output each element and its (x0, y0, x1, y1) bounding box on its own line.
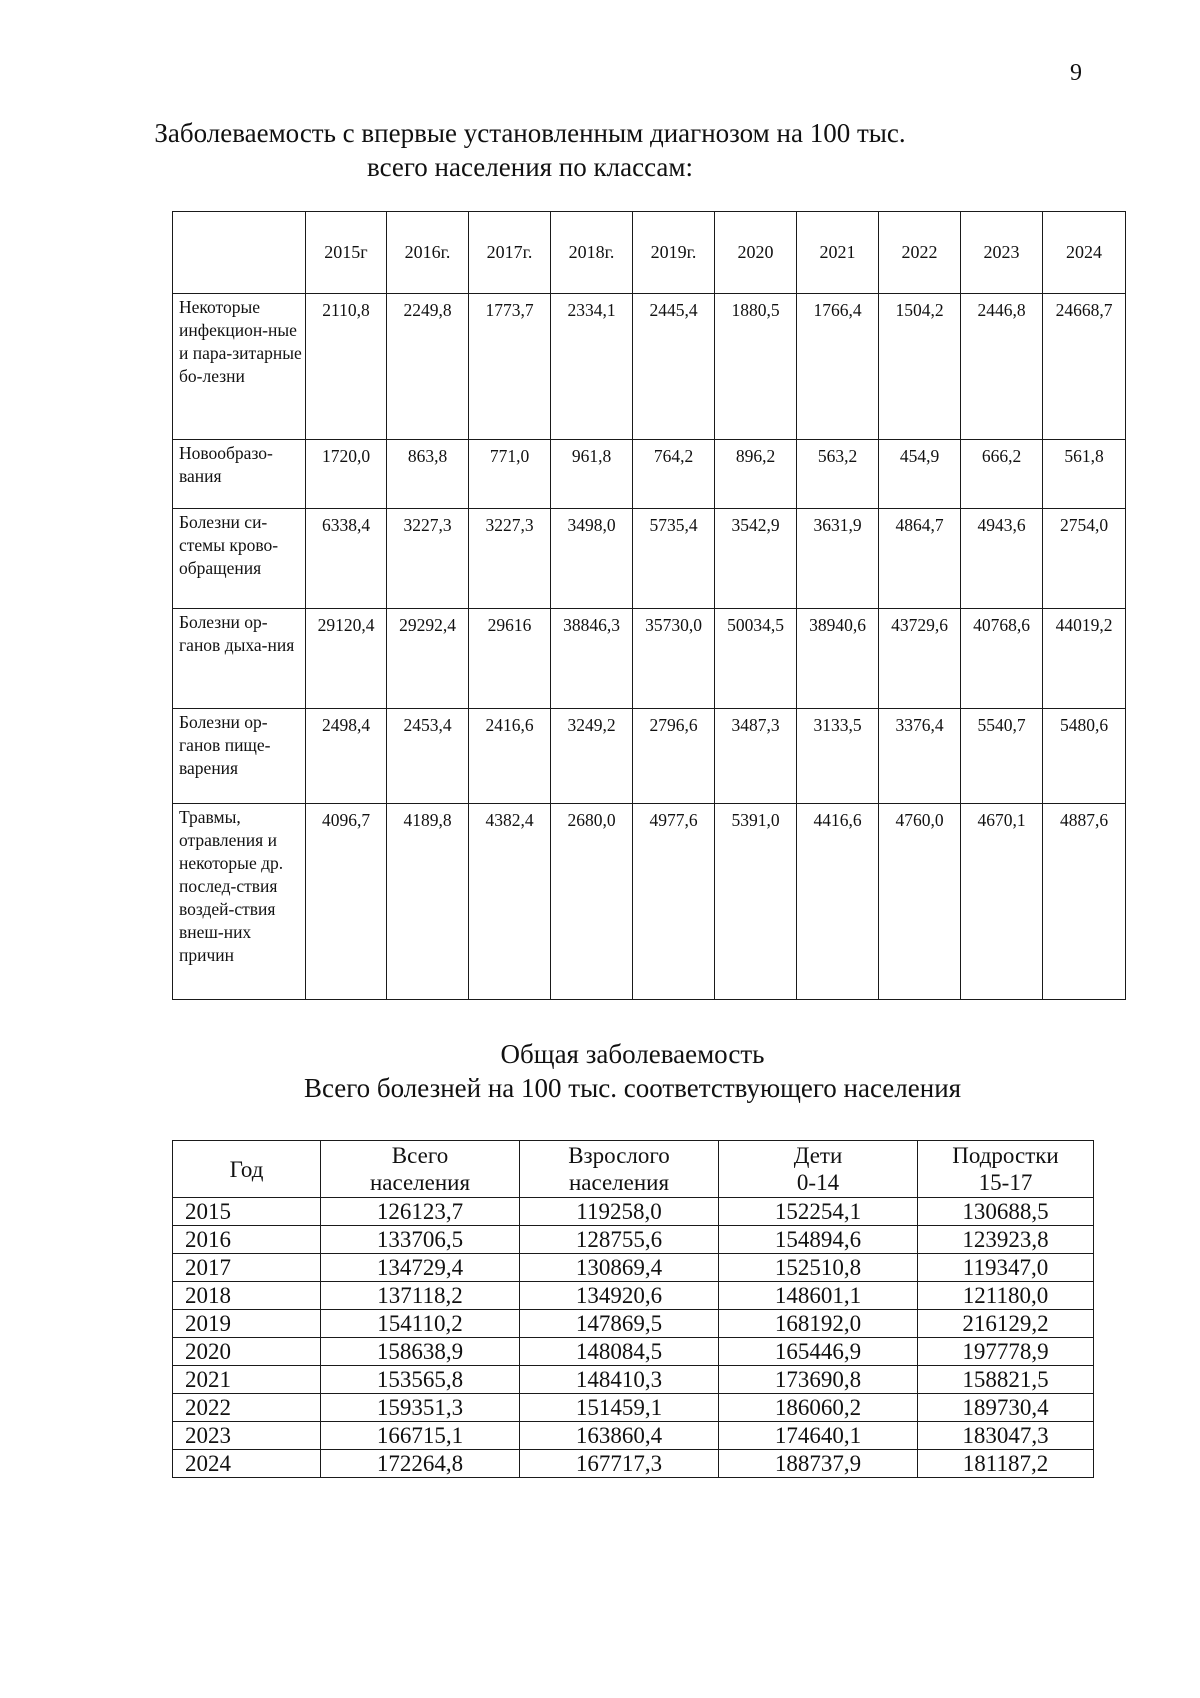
section2-title-line1: Общая заболеваемость (500, 1039, 765, 1069)
table-cell: 43729,6 (879, 609, 961, 709)
table-row (173, 1394, 1094, 1422)
table-cell: 4670,1 (961, 804, 1043, 1000)
table-cell: 148410,3 (520, 1366, 719, 1394)
section1-title-line1: Заболеваемость с впервые установленным диагнозом на 100 тыс. (154, 118, 906, 148)
table-cell: 1766,4 (797, 294, 879, 440)
column-header-line2: населения (568, 1170, 670, 1195)
table-cell: 44019,2 (1043, 609, 1126, 709)
column-header-year: 2017г. (469, 212, 551, 294)
table-cell: 173690,8 (719, 1366, 918, 1394)
column-header-year: 2019г. (633, 212, 715, 294)
year-cell: 2015 (173, 1198, 321, 1226)
year-cell: 2016 (173, 1226, 321, 1254)
table-cell: 3133,5 (797, 709, 879, 804)
table-cell: 2110,8 (306, 294, 387, 440)
table-cell: 4943,6 (961, 509, 1043, 609)
table-cell: 561,8 (1043, 440, 1126, 509)
table-cell: 181187,2 (918, 1450, 1094, 1478)
table-cell: 126123,7 (321, 1198, 520, 1226)
table-cell: 152254,1 (719, 1198, 918, 1226)
table-row (173, 509, 1126, 609)
table-cell: 4887,6 (1043, 804, 1126, 1000)
table-cell: 2680,0 (551, 804, 633, 1000)
table-cell: 3227,3 (387, 509, 469, 609)
table-cell: 6338,4 (306, 509, 387, 609)
section1-title-line2: всего населения по классам: (367, 152, 693, 182)
incidence-by-class-table (172, 211, 1126, 1000)
table-cell: 2498,4 (306, 709, 387, 804)
table-cell: 134920,6 (520, 1282, 719, 1310)
table-cell: 40768,6 (961, 609, 1043, 709)
disease-class-label: Травмы, отравления и некоторые др. послед-ствия воздей-ствия внеш-них причин (173, 804, 306, 1000)
column-header-year: 2015г (306, 212, 387, 294)
table-row (173, 1310, 1094, 1338)
table-cell: 563,2 (797, 440, 879, 509)
page-number: 9 (1070, 60, 1082, 86)
table-cell: 3249,2 (551, 709, 633, 804)
disease-class-label: Новообразо-вания (173, 440, 306, 509)
year-cell: 2022 (173, 1394, 321, 1422)
table-cell: 2796,6 (633, 709, 715, 804)
column-header-line1: Взрослого (568, 1143, 670, 1168)
column-header-line2: населения (369, 1170, 471, 1195)
table-cell: 189730,4 (918, 1394, 1094, 1422)
column-header (719, 1141, 918, 1198)
table-cell: 1504,2 (879, 294, 961, 440)
table-cell: 5540,7 (961, 709, 1043, 804)
table-cell: 216129,2 (918, 1310, 1094, 1338)
column-header-year: 2021 (797, 212, 879, 294)
column-header-year: 2023 (961, 212, 1043, 294)
table-cell: 183047,3 (918, 1422, 1094, 1450)
table-row (173, 1422, 1094, 1450)
table-cell: 50034,5 (715, 609, 797, 709)
table-row (173, 1282, 1094, 1310)
table-cell: 166715,1 (321, 1422, 520, 1450)
disease-class-label: Некоторые инфекцион-ные и пара-зитарные бо-лезни (173, 294, 306, 440)
table-cell: 764,2 (633, 440, 715, 509)
table-cell: 165446,9 (719, 1338, 918, 1366)
column-header-year: 2016г. (387, 212, 469, 294)
year-cell: 2019 (173, 1310, 321, 1338)
table-cell: 454,9 (879, 440, 961, 509)
column-header-line1: Дети (793, 1143, 843, 1168)
column-header-line2: 0-14 (796, 1170, 840, 1195)
disease-class-label: Болезни ор-ганов пище-варения (173, 709, 306, 804)
table-cell: 38846,3 (551, 609, 633, 709)
year-cell: 2017 (173, 1254, 321, 1282)
table-cell: 3631,9 (797, 509, 879, 609)
table-cell: 147869,5 (520, 1310, 719, 1338)
column-header-line2: 15-17 (978, 1170, 1033, 1195)
column-header-line1: Год (229, 1156, 264, 1182)
disease-class-label: Болезни ор-ганов дыха-ния (173, 609, 306, 709)
table-cell: 4382,4 (469, 804, 551, 1000)
table-cell: 1720,0 (306, 440, 387, 509)
table-cell: 2754,0 (1043, 509, 1126, 609)
table-cell: 130869,4 (520, 1254, 719, 1282)
table-cell: 4416,6 (797, 804, 879, 1000)
table-row (173, 1226, 1094, 1254)
table-cell: 154894,6 (719, 1226, 918, 1254)
table-cell: 119347,0 (918, 1254, 1094, 1282)
column-header-year: 2022 (879, 212, 961, 294)
section2-title-line2: Всего болезней на 100 тыс. соответствующего населения (303, 1073, 962, 1103)
table-cell: 29292,4 (387, 609, 469, 709)
table-cell: 2453,4 (387, 709, 469, 804)
column-header (173, 1141, 321, 1198)
table-cell: 2446,8 (961, 294, 1043, 440)
table-cell: 188737,9 (719, 1450, 918, 1478)
general-morbidity-table (172, 1140, 1094, 1478)
table-cell: 172264,8 (321, 1450, 520, 1478)
column-header-line1: Всего (391, 1143, 449, 1168)
table-cell: 24668,7 (1043, 294, 1126, 440)
column-header (321, 1141, 520, 1198)
table-cell: 666,2 (961, 440, 1043, 509)
table-cell: 148601,1 (719, 1282, 918, 1310)
table-row (173, 294, 1126, 440)
table-cell: 2416,6 (469, 709, 551, 804)
column-header-year: 2024 (1043, 212, 1126, 294)
table-cell: 4189,8 (387, 804, 469, 1000)
table-cell: 152510,8 (719, 1254, 918, 1282)
table-cell: 123923,8 (918, 1226, 1094, 1254)
table-cell: 154110,2 (321, 1310, 520, 1338)
table-cell: 119258,0 (520, 1198, 719, 1226)
table-cell: 3542,9 (715, 509, 797, 609)
column-header-year: 2018г. (551, 212, 633, 294)
table-row (173, 440, 1126, 509)
table-cell: 771,0 (469, 440, 551, 509)
table-cell: 961,8 (551, 440, 633, 509)
table-cell: 29120,4 (306, 609, 387, 709)
table-cell: 2445,4 (633, 294, 715, 440)
year-cell: 2023 (173, 1422, 321, 1450)
disease-class-label: Болезни си-стемы крово-обращения (173, 509, 306, 609)
table-cell: 134729,4 (321, 1254, 520, 1282)
table-cell: 2249,8 (387, 294, 469, 440)
table-cell: 5735,4 (633, 509, 715, 609)
year-cell: 2020 (173, 1338, 321, 1366)
table-cell: 128755,6 (520, 1226, 719, 1254)
table-row (173, 709, 1126, 804)
table-cell: 4977,6 (633, 804, 715, 1000)
column-header-blank (173, 212, 306, 294)
column-header (520, 1141, 719, 1198)
year-cell: 2018 (173, 1282, 321, 1310)
column-header (918, 1141, 1094, 1198)
table-cell: 1773,7 (469, 294, 551, 440)
table-cell: 5391,0 (715, 804, 797, 1000)
table-cell: 3487,3 (715, 709, 797, 804)
table-cell: 158821,5 (918, 1366, 1094, 1394)
table-cell: 167717,3 (520, 1450, 719, 1478)
table-row (173, 804, 1126, 1000)
table-cell: 174640,1 (719, 1422, 918, 1450)
table-cell: 153565,8 (321, 1366, 520, 1394)
table-cell: 151459,1 (520, 1394, 719, 1422)
table-cell: 197778,9 (918, 1338, 1094, 1366)
table-cell: 863,8 (387, 440, 469, 509)
table-cell: 3498,0 (551, 509, 633, 609)
table-cell: 158638,9 (321, 1338, 520, 1366)
table-cell: 148084,5 (520, 1338, 719, 1366)
table-cell: 4760,0 (879, 804, 961, 1000)
table-cell: 29616 (469, 609, 551, 709)
section1-title (130, 116, 930, 184)
column-header-line1: Подростки (952, 1143, 1059, 1168)
table-cell: 3376,4 (879, 709, 961, 804)
table-cell: 35730,0 (633, 609, 715, 709)
table-cell: 38940,6 (797, 609, 879, 709)
table-cell: 186060,2 (719, 1394, 918, 1422)
year-cell: 2021 (173, 1366, 321, 1394)
table-cell: 159351,3 (321, 1394, 520, 1422)
table-cell: 137118,2 (321, 1282, 520, 1310)
column-header-year: 2020 (715, 212, 797, 294)
table-row (173, 1338, 1094, 1366)
table-cell: 4864,7 (879, 509, 961, 609)
table-cell: 163860,4 (520, 1422, 719, 1450)
table-row (173, 1254, 1094, 1282)
table-cell: 121180,0 (918, 1282, 1094, 1310)
table-header-row (173, 212, 1126, 294)
table-cell: 5480,6 (1043, 709, 1126, 804)
table-cell: 3227,3 (469, 509, 551, 609)
table-cell: 2334,1 (551, 294, 633, 440)
table-cell: 130688,5 (918, 1198, 1094, 1226)
table-row (173, 1198, 1094, 1226)
table-row (173, 1450, 1094, 1478)
table-cell: 896,2 (715, 440, 797, 509)
section2-title (172, 1037, 1093, 1105)
table-row (173, 1366, 1094, 1394)
table-header-row (173, 1141, 1094, 1198)
table-cell: 168192,0 (719, 1310, 918, 1338)
table-cell: 133706,5 (321, 1226, 520, 1254)
table-row (173, 609, 1126, 709)
table-cell: 4096,7 (306, 804, 387, 1000)
year-cell: 2024 (173, 1450, 321, 1478)
table-cell: 1880,5 (715, 294, 797, 440)
